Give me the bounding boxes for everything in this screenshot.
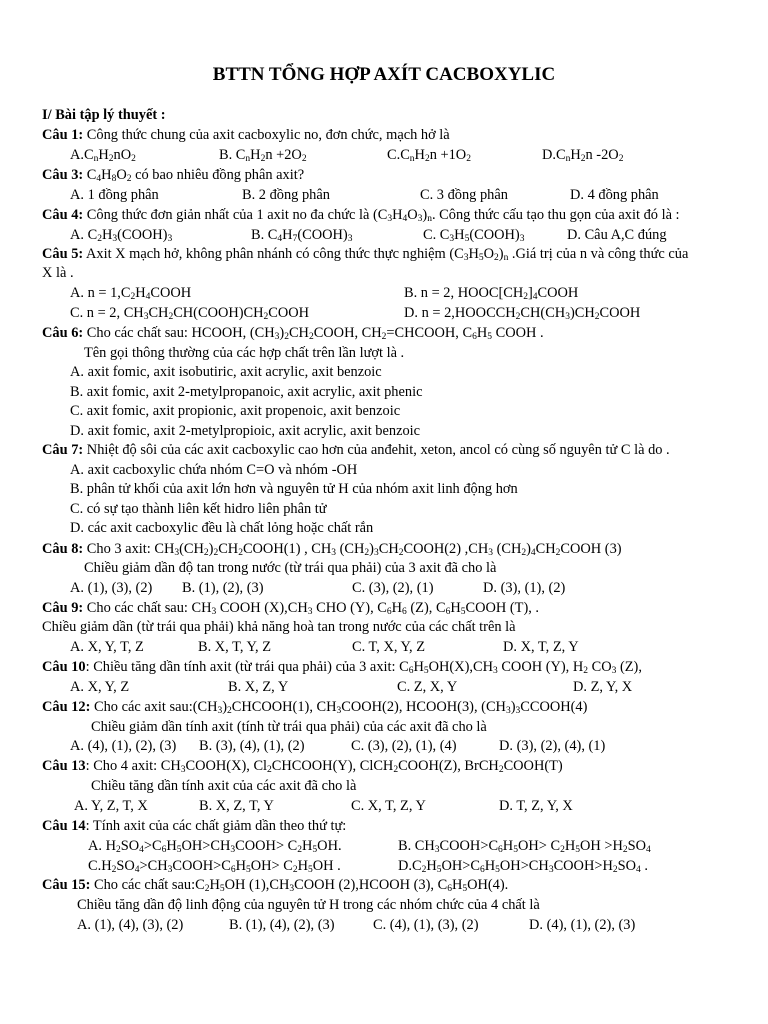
question-text: Công thức chung của axit cacboxylic no, đơn chức, mạch hở là (83, 127, 450, 143)
question-text: Cho các chất sau: $CH_3$ COOH $(X),CH_3$ CHO (Y), $C_6H_6$ (Z), $C_6H_5COOH$ (T), . (86, 600, 540, 617)
q12-option-d: D. (3), (2), (4), (1) (499, 738, 606, 754)
q12-option-c: C. (3), (2), (1), (4) (351, 738, 457, 754)
question-label: Câu 1: (42, 127, 84, 143)
q9-option-b: B. X, T, Y, Z (198, 639, 272, 655)
question-label: Câu 12: (42, 699, 91, 715)
q4-option-a: A. $C_2H_3(COOH)_3$ (70, 227, 173, 244)
question-text: Công thức đơn giản nhất của 1 axit no đa chức là $(C_3H_4O_3)_n$. Công thức cấu tạo thu gọn của axit đó là : (86, 207, 680, 224)
q5-option-a: A. $n = 1,C_2H_4COOH$ (70, 285, 192, 302)
q6-option-d: D. axit fomic, axit 2-metylpropioic, axit acrylic, axit benzoic (70, 423, 421, 439)
question-15 (42, 876, 508, 895)
question-12 (42, 698, 587, 717)
question-text: $C_4H_8O_2$ có bao nhiêu đồng phân axit? (86, 167, 305, 184)
q3-option-d: D. 4 đồng phân (570, 187, 659, 203)
q14-option-d: $D.C_2H_5OH>C_6H_5OH>CH_3COOH>H_2SO_4$ . (398, 858, 648, 875)
q9-option-c: C. T, X, Y, Z (352, 639, 426, 655)
question-8-cont: Chiều giảm dần độ tan trong nước (từ trái qua phải) của 3 axit đã cho là (84, 560, 497, 576)
question-6 (42, 324, 544, 343)
q10-option-c: C. Z, X, Y (397, 679, 458, 695)
q7-option-c: C. có sự tạo thành liên kết hidro liên phân tử (70, 501, 327, 517)
q10-option-b: B. X, Z, Y (228, 679, 289, 695)
question-label: Câu 7: (42, 442, 84, 458)
q15-option-a: A. (1), (4), (3), (2) (77, 917, 184, 933)
q14-option-a: A. $H_2SO_4>C_6H_5OH>CH_3COOH> C_2H_5OH$. (88, 838, 342, 855)
question-text: Axit X mạch hở, không phân nhánh có công thức thực nghiệm $(C_3H_5O_2)_n$ .Giá trị của n và công thức của (86, 246, 689, 263)
q1-option-a: $A.C_nH_2nO_2$ (70, 147, 136, 164)
q7-option-a: A. axit cacboxylic chứa nhóm C=O và nhóm -OH (70, 462, 358, 478)
question-15-cont: Chiều tăng dần độ linh động của nguyên tử H trong các nhóm chức của 4 chất là (77, 897, 540, 913)
question-5 (42, 245, 688, 264)
q7-option-d: D. các axit cacboxylic đều là chất lỏng hoặc chất rắn (70, 520, 374, 536)
question-12-cont: Chiều giảm dần tính axit (tính từ trái qua phải) của các axit đã cho là (91, 719, 487, 735)
question-9 (42, 599, 539, 618)
q12-option-b: B. (3), (4), (1), (2) (199, 738, 305, 754)
question-10 (42, 658, 642, 677)
question-label: Câu 8: (42, 541, 84, 557)
question-5-cont: X là . (42, 265, 74, 281)
question-text: Cho các chất sau: HCOOH, $(CH_3)_2CH_2COOH$, $CH_2=CHCOOH$, $C_6H_5$ COOH . (86, 325, 544, 342)
q8-option-d: D. (3), (1), (2) (483, 580, 566, 596)
q15-option-c: C. (4), (1), (3), (2) (373, 917, 479, 933)
question-label: Câu 3: (42, 167, 84, 183)
q5-option-d: D. $n = 2,HOOCCH_2CH(CH_3)CH_2COOH$ (404, 305, 641, 322)
q3-option-c: C. 3 đồng phân (420, 187, 508, 203)
question-text: Nhiệt độ sôi của các axit cacboxylic cao hơn của anđehit, xeton, ancol có cùng số nguyên tử C là do . (86, 442, 670, 458)
q6-option-a: A. axit fomic, axit isobutiric, axit acrylic, axit benzoic (70, 364, 382, 380)
question-label: Câu 13 (42, 758, 86, 774)
q5-option-b: B. n = 2, $HOOC[CH_2]_4COOH$ (404, 285, 579, 302)
question-13-cont: Chiều tăng dần tính axit của các axit đã cho là (91, 778, 357, 794)
q5-option-c: C. n = 2, $CH_3CH_2CH(COOH)CH_2COOH$ (70, 305, 310, 322)
q1-option-d: $D.C_nH_2n$ $-2O_2$ (542, 147, 624, 164)
q1-option-c: $C.C_nH_2n +1O_2$ (387, 147, 471, 164)
question-text: Cho các axit $sau:(CH_3)_2CHCOOH(1)$, $CH_3COOH(2)$, HCOOH(3), $(CH_3)_3CCOOH(4)$ (93, 699, 588, 716)
q13-option-d: D. T, Z, Y, X (499, 798, 573, 814)
q6-option-c: C. axit fomic, axit propionic, axit propenoic, axit benzoic (70, 403, 401, 419)
section-heading: I/ Bài tập lý thuyết : (42, 107, 166, 123)
q14-option-c: $C.H_2SO_4>CH_3COOH>C_6H_5OH> C_2H_5OH$ . (88, 858, 341, 875)
question-label: Câu 5: (42, 246, 84, 262)
q15-option-b: B. (1), (4), (2), (3) (229, 917, 335, 933)
q9-option-d: D. X, T, Z, Y (503, 639, 579, 655)
q4-option-c: C. $C_3H_5(COOH)_3$ (423, 227, 525, 244)
q13-option-a: A. Y, Z, T, X (74, 798, 148, 814)
question-text: : Chiều tăng dần tính axit (từ trái qua phải) của 3 axit: $C_6H_5OH(X),CH_3$ COOH (Y), $H_2$ $CO_3$ (Z), (85, 659, 642, 676)
question-3 (42, 166, 304, 185)
q4-option-d: D. Câu A,C đúng (567, 227, 667, 243)
question-9-cont: Chiều giảm dần (từ trái qua phải) khả năng hoà tan trong nước của các chất trên là (42, 619, 516, 635)
question-label: Câu 9: (42, 600, 84, 616)
q15-option-d: D. (4), (1), (2), (3) (529, 917, 636, 933)
question-label: Câu 15: (42, 877, 91, 893)
q4-option-b: B. $C_4H_7(COOH)_3$ (251, 227, 353, 244)
q13-option-c: C. X, T, Z, Y (351, 798, 426, 814)
q8-option-a: A. (1), (3), (2) (70, 580, 153, 596)
q12-option-a: A. (4), (1), (2), (3) (70, 738, 177, 754)
q14-option-b: B. $CH_3COOH>C_6H_5OH> C_2H_5OH >H_2SO_4$ (398, 838, 651, 855)
question-label: Câu 10 (42, 659, 86, 675)
q13-option-b: B. X, Z, T, Y (199, 798, 274, 814)
question-6-cont: Tên gọi thông thường của các hợp chất trên lần lượt là . (84, 345, 405, 361)
question-label: Câu 6: (42, 325, 84, 341)
question-text: : Cho 4 axit: $CH_3COOH(X)$, $Cl_2CHCOOH(Y)$, ClCH$_2$COOH(Z), BrCH$_2$COOH(T) (85, 758, 563, 775)
question-7 (42, 441, 670, 460)
question-label: Câu 4: (42, 207, 84, 223)
q10-option-a: A. X, Y, Z (70, 679, 130, 695)
question-13 (42, 757, 563, 776)
question-text: Cho 3 axit: $CH_3(CH_2)_2CH_2COOH(1)$ , $CH_3$ $(CH_2)_3CH_2COOH(2)$ $,CH_3$ $(CH_2)_4CH_2COOH$ (3) (86, 541, 622, 558)
question-1 (42, 126, 450, 145)
question-label: Câu 14 (42, 818, 86, 834)
q6-option-b: B. axit fomic, axit 2-metylpropanoic, axit acrylic, axit phenic (70, 384, 423, 400)
q8-option-b: B. (1), (2), (3) (182, 580, 264, 596)
question-4 (42, 206, 680, 225)
question-14 (42, 817, 346, 836)
q3-option-a: A. 1 đồng phân (70, 187, 159, 203)
q8-option-c: C. (3), (2), (1) (352, 580, 434, 596)
q3-option-b: B. 2 đồng phân (242, 187, 330, 203)
question-8 (42, 540, 622, 559)
question-text: : Tính axit của các chất giảm dần theo thứ tự: (85, 818, 347, 834)
q1-option-b: B. $C_nH_2n +2O_2$ (219, 147, 307, 164)
question-text: Cho các chất $sau:C_2H_5OH$ $(1),CH_3COOH$ (2),HCOOH (3), $C_6H_5OH(4)$. (93, 877, 509, 894)
page-title: BTTN TỔNG HỢP AXÍT CACBOXYLIC (212, 64, 556, 85)
q7-option-b: B. phân tử khối của axit lớn hơn và nguyên tử H của nhóm axit linh động hơn (70, 481, 518, 497)
q9-option-a: A. X, Y, T, Z (70, 639, 144, 655)
q10-option-d: D. Z, Y, X (573, 679, 633, 695)
